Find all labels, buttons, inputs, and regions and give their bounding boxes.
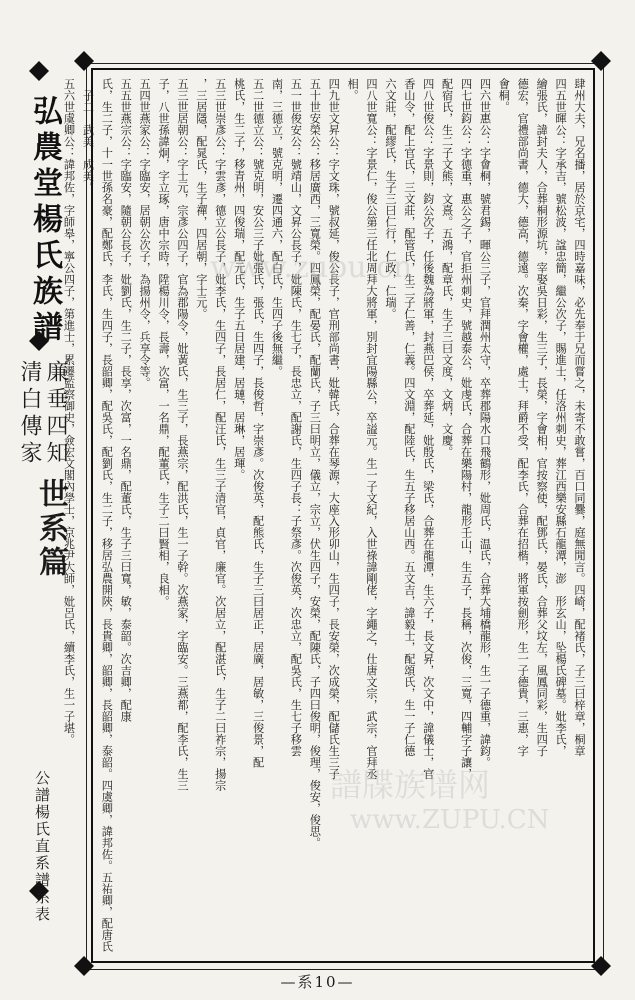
text-column: 氏，生二子，十一世孫名豪，配鄭氏，李氏，生四子，長韶卿，配吳氏，配劉氏，生二子，移居弘農開陝，長貴卿，韶卿，長韶卿，泰韶。四虞卿，諱邦佐。五祐卿，配唐氏 — [100, 78, 114, 952]
text-column: 繪張氏，諱封夫人，合葬桐形源坑，宰娶吳日彩，生三子，長榮，字會相，官按察使，配鄧氏，晏氏，合葬父坟左，風鳳同彩，生四子 — [535, 78, 549, 757]
text-column: 會桐。 — [497, 78, 511, 113]
watermark: www.ZUPU.CN — [350, 805, 550, 835]
title-ornament-icon — [28, 60, 50, 82]
text-column: 四五世暉公：字承吉，號松波，諡忠簡，繼公次子，賜進士，任洛州刺史，葬江西樂安縣石龍潭，澎 形玄山，坠楊氏碑墓。妣李氏， — [554, 78, 568, 757]
text-column: 五六世虞卿公：諱邦佐，字師皋，寧公四子，第進士，累遷監察御史，僉宏文閣內學士，京兆尹大師，妣呂氏，續李氏，生一子堪。 — [62, 78, 76, 745]
text-column: 五五世燕宗公：字臨安，隨朝公長子，妣劉氏，生二子，長享，次富，一名鼎，配董氏，生子三曰寬，敏，泰韶。次吉卿，配康 — [119, 78, 133, 722]
corner-ornament-icon — [590, 50, 612, 72]
corner-ornament-icon — [73, 50, 95, 72]
text-column: 五一世俊安公：號靖山，文昇公長子，妣陳氏，生七子，長忠立，配謝氏，生四子長：子祭彥。次俊英，次忠立，配吳氏，生七子移雲 — [289, 78, 303, 757]
text-column: 子，八世孫諱炯，字立琢，唐中宗時，陞楊川令，長壽，次富，一名鼎，配董氏，生子二曰賢相，良相。 — [157, 78, 171, 607]
text-column: 四六世惠公：字會桐，號君錫，暉公三子，官拜潤州太守，卒葬郡陽水口飛鶴形，妣周氏，温氏，合葬大埔橋龍形，生一子德重，諱鈞。 — [478, 78, 492, 768]
text-column: ，三居隱，配晁氏，生子禪，四居朝，字士元。 — [194, 78, 208, 320]
text-column: 五三世居朝公：字士元，宗彥公四子，官為郡陽令，妣黃氏，生三子，長燕宗，配洪氏，生一子幹。次燕家，字臨安。三燕都，配李氏，生三 — [175, 78, 189, 791]
text-column: 桃氏，生二子，移青州，四俊瑞，配元氏，生子五日居建，居璉，居琳，居琿。 — [232, 78, 246, 481]
text-column: 德宏，官禮部尚書，德大，德高，德遠。次秦，字會權，處士，拜爵不受，配李氏，合葬在招楷，將軍按劍形，生一子德貴，三惠，字 — [516, 78, 530, 757]
text-column: 五十世安榮公：移居廣西，三寬榮。四鳳榮，配晏氏，配蘭氏，子三曰明立，儀立，宗立，伏生四子，安榮，配陳氏，子四曰俊明，俊理，俊安，俊思。 — [308, 78, 322, 849]
text-column: ，子二，武美，成美。 — [81, 78, 95, 193]
text-column: 四八世寬公：字景仁，俊公第三任北周拜大將軍，別封宜陽縣公，卒謚元。生一子文紀，入世祿諱剛佬，字繩之，仕唐文宗，武宗，官拜丞 — [365, 78, 379, 780]
text-column: 五四世燕家公：字臨安，居朝公次子，為揚州令，兵享令等。 — [138, 78, 152, 389]
text-column: 配宿氏，生二子文熊，文熹。五鴻，配章氏，生子三曰文度，文炳，文慶。 — [440, 78, 454, 458]
text-column: 四七世鈞公：字德重，惠公之子，官拒州刺史，號越泰公，妣虔氏，合葬在樂陽村，龍形壬山，生五子，長稱，次俊，三寬，四輔字子讓， — [459, 78, 473, 780]
text-column: 六文莊，配繆氏，生子三曰仁行，仁政，仁瑞。 — [383, 78, 397, 320]
text-column: 五二世德立公：號克明，安公三子妣張氏，張氏，生四子，長俊哲，字崇彥。次俊英，配熊氏，生子三曰居正，居廣，居敏，三俊景，配 — [251, 78, 265, 768]
side-label: 公譜楊氏直系譜系表 — [33, 770, 51, 923]
text-column: 香山令，配上官氏，三文莊，配管氏，生二子仁善，仁義。四文淵，配陸氏，生五子移居山西。五文吉，諱毅士，配頌氏，生一子仁德 — [402, 78, 416, 757]
watermark-cn: 譜牒族谱网 — [330, 766, 491, 804]
text-column: 肆州大夫，兄名播，居於京宅，四時嘉味，必先奉于兄而嘗之，未寄不敢嘗，百口同爨，庭無閒言。四崎，配褚氏，子三曰梓章，桐章 — [573, 78, 586, 757]
text-column: 五三世崇彥公：字雲彥，德立公長子，妣李氏，生四子，長居仁，配汪氏，生三子清官，貞官，廉官。次居立，配湛氏，生子二曰祚宗，揚宗 — [213, 78, 227, 791]
text-column: 南，三德立，號克明，遷四通六，配白氏，生四子後無繼。 — [270, 78, 284, 377]
motto-right: 廉垂四知 — [43, 360, 68, 468]
watermark: www.zupu.cn — [210, 250, 413, 285]
text-column: 四九世文昇公：字文珠，號叔延，俊公長子，官刑部尚書，妣韓氏，合葬在琴源，大座入形卯山，生四子，長安榮，次成榮，配儲氏生三子 — [327, 78, 341, 780]
text-column: 相。 — [346, 78, 360, 101]
text-column: 四八世俊公：字景則，鈞公次子，任後魏為將軍，封燕巴侯，卒葬延，妣殷氏，梁氏，合葬在龍潭，生六子，長文昇，次文中，諱儀士，官 — [421, 78, 435, 780]
book-title: 弘農堂楊氏族譜 — [27, 95, 62, 347]
page-number: —系10— — [280, 973, 355, 991]
motto-left: 清白傳家 — [17, 360, 42, 468]
section-title: 世系篇 — [33, 478, 68, 580]
